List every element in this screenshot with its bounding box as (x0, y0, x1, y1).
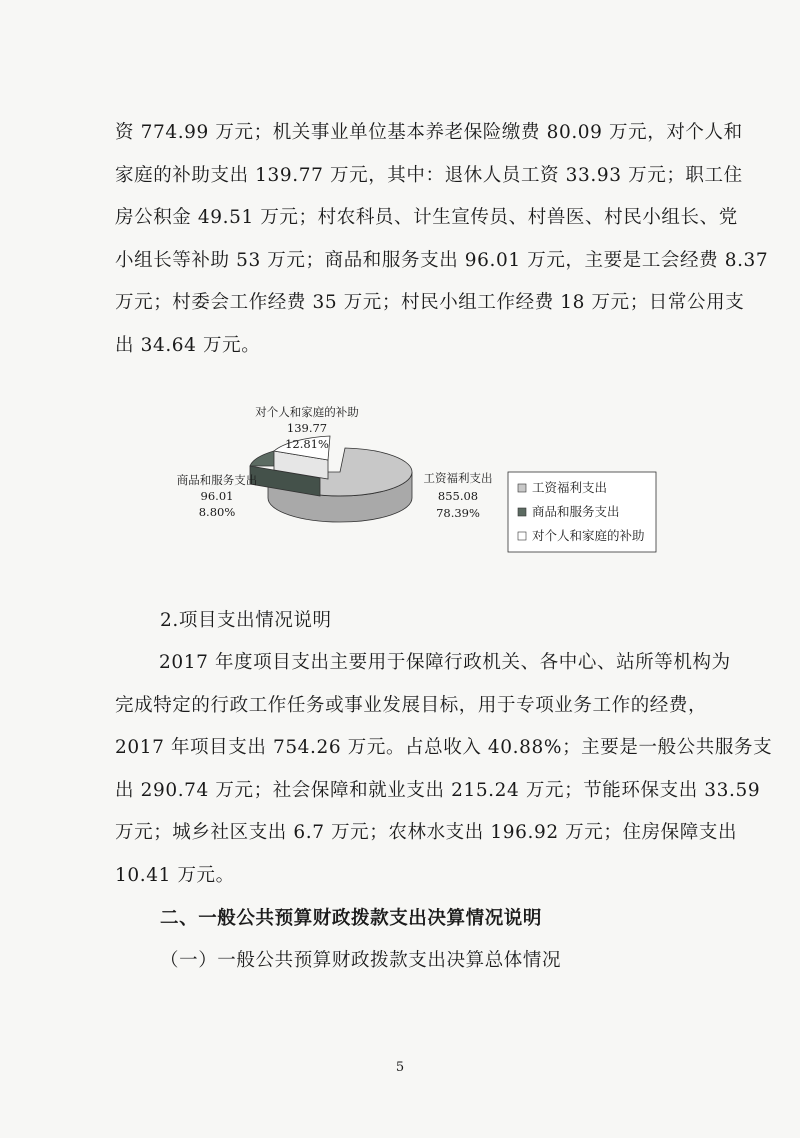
text-line: 2017 年度项目支出主要用于保障行政机关、各中心、站所等机构为 (159, 652, 731, 673)
label-salary-name: 工资福利支出 (423, 471, 493, 485)
label-goods-percent: 8.80% (198, 505, 236, 519)
text-line: 10.41 万元。 (115, 864, 235, 886)
legend-swatch-goods (518, 508, 526, 516)
text-line: 万元；村委会工作经费 35 万元；村民小组工作经费 18 万元；日常公用支 (115, 292, 745, 313)
legend-label-salary: 工资福利支出 (532, 480, 608, 495)
text-line: 完成特定的行政工作任务或事业发展目标，用于专项业务工作的经费， (115, 694, 708, 716)
top-paragraph (115, 112, 769, 367)
label-salary-percent: 78.39% (436, 506, 480, 520)
text-line: 小组长等补助 53 万元；商品和服务支出 96.01 万元，主要是工会经费 8.37 (115, 249, 769, 271)
text-line: 出 290.74 万元；社会保障和就业支出 215.24 万元；节能环保支出 33.59 (115, 779, 761, 801)
chart-legend (508, 472, 656, 552)
page-number: 5 (395, 1060, 405, 1075)
text-line: 资 774.99 万元；机关事业单位基本养老保险缴费 80.09 万元，对个人和 (115, 122, 743, 143)
text-line: 万元；城乡社区支出 6.7 万元；农林水支出 196.92 万元；住房保障支出 (115, 822, 738, 843)
text-line: 2017 年项目支出 754.26 万元。占总收入 40.88%；主要是一般公共服务支 (115, 737, 773, 758)
text-line: 房公积金 49.51 万元；村农科员、计生宣传员、村兽医、村民小组长、党 (115, 207, 738, 228)
label-family-value: 139.77 (286, 421, 328, 435)
label-goods-name: 商品和服务支出 (176, 473, 258, 487)
legend-swatch-family (518, 532, 526, 540)
legend-label-goods: 商品和服务支出 (532, 504, 620, 519)
section2-paragraph (115, 642, 773, 897)
label-goods-value: 96.01 (200, 489, 234, 503)
legend-label-family: 对个人和家庭的补助 (532, 528, 645, 543)
legend-swatch-salary (518, 484, 526, 492)
label-family-percent: 12.81% (285, 437, 329, 451)
text-line: 出 34.64 万元。 (115, 334, 261, 356)
expense-pie-chart (170, 400, 670, 560)
label-salary-value: 855.08 (437, 489, 479, 503)
label-family-name: 对个人和家庭的补助 (255, 405, 359, 419)
subsection-title: （一）一般公共预算财政拨款支出决算总体情况 (160, 950, 562, 971)
section-heading: 2.项目支出情况说明 (160, 610, 332, 631)
text-line: 家庭的补助支出 139.77 万元，其中：退休人员工资 33.93 万元；职工住 (115, 164, 743, 186)
section-title: 二、一般公共预算财政拨款支出决算情况说明 (160, 908, 543, 929)
pie-slices (250, 436, 412, 522)
